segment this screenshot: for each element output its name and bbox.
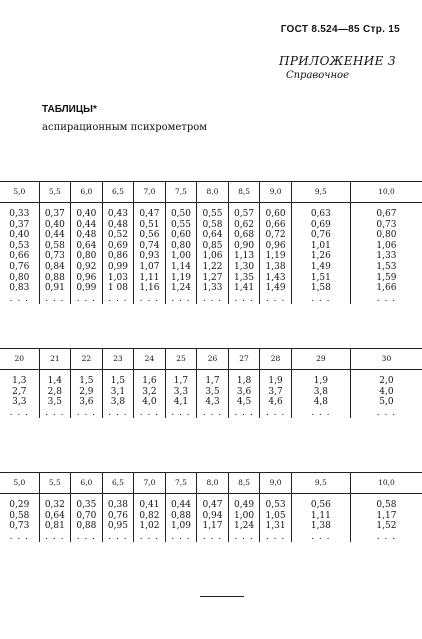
column-header: 30: [350, 349, 422, 370]
column-header: 7,5: [165, 182, 197, 203]
column-header: 27: [228, 349, 260, 370]
table-header-row: [0, 473, 422, 494]
column-header: 8,5: [228, 473, 260, 494]
table-cell: 1,7 3,5 4,3 . . .: [197, 370, 229, 419]
column-header: 10,0: [350, 473, 422, 494]
appendix-label: ПРИЛОЖЕНИЕ 3: [278, 54, 396, 68]
column-header: 26: [197, 349, 229, 370]
column-header: 20: [0, 349, 39, 370]
table-cell: 0,44 0,88 1,09 . . .: [165, 494, 197, 543]
table-cell: 1,7 3,3 4,1 . . .: [165, 370, 197, 419]
column-header: 9,5: [291, 182, 350, 203]
table-cell: 0,63 0,69 0,76 1,01 1,26 1,49 1,51 1,58 . . .: [291, 203, 350, 305]
table-cell: 0,60 0,66 0,72 0,96 1,19 1,38 1,43 1,49 . . .: [260, 203, 292, 305]
table-cell: 1,8 3,6 4,5 . . .: [228, 370, 260, 419]
table-cell: 1,5 3,1 3,8 . . .: [102, 370, 134, 419]
table-cell: 0,49 1,00 1,24 . . .: [228, 494, 260, 543]
table-cell: 1,9 3,8 4,8 . . .: [291, 370, 350, 419]
column-header: 6,5: [102, 182, 134, 203]
table-cell: 0,47 0,51 0,56 0,74 0,93 1,07 1,11 1,16 . . .: [134, 203, 166, 305]
tables-title: ТАБЛИЦЫ*: [42, 104, 97, 115]
column-header: 5,0: [0, 182, 39, 203]
tables-subtitle: аспирационным психрометром: [42, 122, 208, 133]
column-header: 5,5: [39, 473, 71, 494]
column-header: 6,5: [102, 473, 134, 494]
column-header: 8,5: [228, 182, 260, 203]
column-header: 23: [102, 349, 134, 370]
table-cell: 0,38 0,76 0,95 . . .: [102, 494, 134, 543]
column-header: 5,0: [0, 473, 39, 494]
table-cell: 0,32 0,64 0,81 . . .: [39, 494, 71, 543]
column-header: 10,0: [350, 182, 422, 203]
psychrometer-table-3: [0, 472, 422, 542]
column-header: 6,0: [71, 182, 103, 203]
appendix-note: Справочное: [285, 70, 349, 81]
column-header: 8,0: [197, 182, 229, 203]
standard-header: ГОСТ 8.524—85 Стр. 15: [280, 24, 400, 35]
column-header: 6,0: [71, 473, 103, 494]
column-header: 21: [39, 349, 71, 370]
table-cell: 0,47 0,94 1,17 . . .: [197, 494, 229, 543]
column-header: 28: [260, 349, 292, 370]
column-header: 9,5: [291, 473, 350, 494]
table-data-row: [0, 370, 422, 419]
table-data-row: [0, 203, 422, 305]
column-header: 7,0: [134, 473, 166, 494]
column-header: 22: [71, 349, 103, 370]
table-cell: 2,0 4,0 5,0 . . .: [350, 370, 422, 419]
end-rule: [200, 596, 244, 597]
table-cell: 0,58 1,17 1,52 . . .: [350, 494, 422, 543]
table-cell: 0,43 0,48 0,52 0,69 0,86 0,99 1,03 1 08 . . .: [102, 203, 134, 305]
table-cell: 0,57 0,62 0,68 0,90 1,13 1,30 1,35 1,41 . . .: [228, 203, 260, 305]
table-cell: 1,5 2,9 3,6 . . .: [71, 370, 103, 419]
table-cell: 0,41 0,82 1,02 . . .: [134, 494, 166, 543]
table-cell: 1,4 2,8 3,5 . . .: [39, 370, 71, 419]
column-header: 25: [165, 349, 197, 370]
table-cell: 0,50 0,55 0,60 0,80 1,00 1,14 1,19 1,24 . . .: [165, 203, 197, 305]
column-header: 7,0: [134, 182, 166, 203]
psychrometer-table-1: [0, 181, 422, 304]
psychrometer-table-2: [0, 348, 422, 418]
column-header: 8,0: [197, 473, 229, 494]
table-cell: 0,35 0,70 0,88 . . .: [71, 494, 103, 543]
table-cell: 1,6 3,2 4,0 . . .: [134, 370, 166, 419]
column-header: 7,5: [165, 473, 197, 494]
column-header: 9,0: [260, 182, 292, 203]
table-cell: 0,33 0,37 0,40 0,53 0,66 0,76 0,80 0,83 . . .: [9, 209, 30, 304]
table-cell: 0,29 0,58 0,73 . . .: [9, 500, 30, 542]
column-header: 5,5: [39, 182, 71, 203]
table-cell: 1,3 2,7 3,3 . . .: [9, 376, 29, 418]
table-cell: 0,37 0,40 0,44 0,58 0,73 0,84 0,88 0,91 . . .: [39, 203, 71, 305]
table-cell: 0,53 1,05 1,31 . . .: [260, 494, 292, 543]
column-header: 9,0: [260, 473, 292, 494]
table-cell: 1,9 3,7 4,6 . . .: [260, 370, 292, 419]
table-cell: 0,67 0,73 0,80 1,06 1,33 1,53 1,59 1,66 . . .: [350, 203, 422, 305]
column-header: 29: [291, 349, 350, 370]
table-cell: 0,56 1,11 1,38 . . .: [291, 494, 350, 543]
table-header-row: [0, 182, 422, 203]
table-cell: 0,40 0,44 0,48 0,64 0,80 0,92 0,96 0,99 . . .: [71, 203, 103, 305]
table-data-row: [0, 494, 422, 543]
column-header: 24: [134, 349, 166, 370]
table-header-row: [0, 349, 422, 370]
table-cell: 0,55 0,58 0,64 0,85 1,06 1,22 1,27 1,33 . . .: [197, 203, 229, 305]
